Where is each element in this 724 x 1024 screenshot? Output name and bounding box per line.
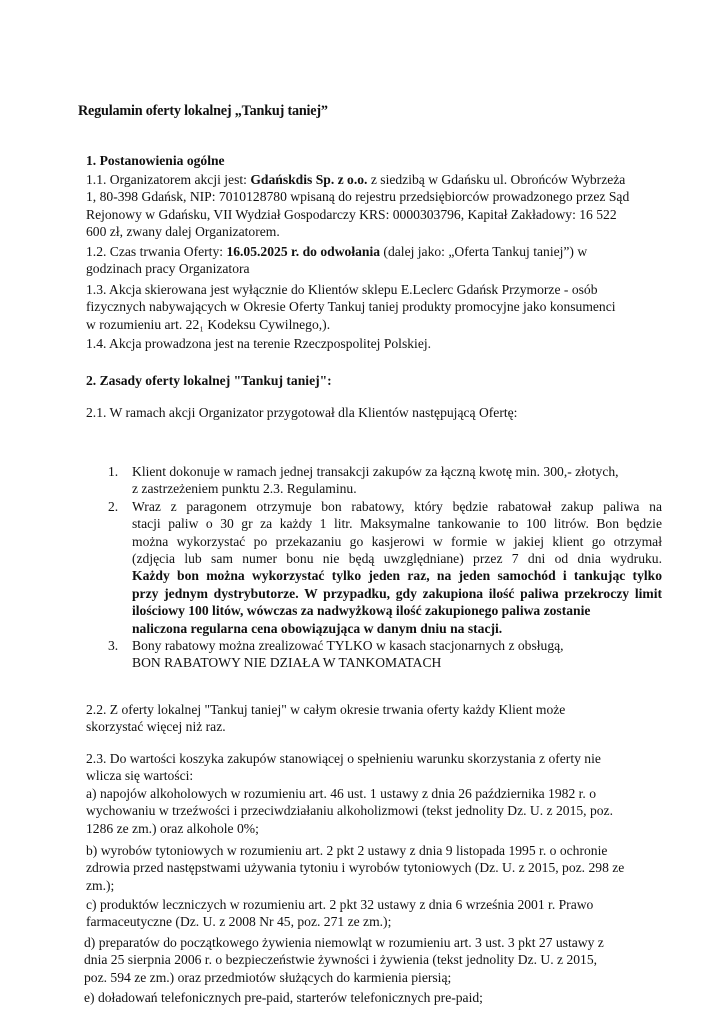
list-item-line: można wykorzystać po przekazaniu go kasjerowi w formie w jakiej klient go otrzymał [132, 533, 662, 549]
paragraph-1-4 [86, 335, 646, 352]
list-item-bold-line: przy jednym dystrybutorze. W przypadku, gdy zakupiona ilość paliwa przekroczy limit [132, 585, 662, 601]
paragraph-2-1 [86, 404, 646, 421]
exclusion-a-line-2: wychowaniu w trzeźwości i przeciwdziałaniu alkoholizmowi (tekst jednolity Dz. U. z 2015, poz. [86, 803, 613, 819]
exclusion-e [84, 989, 644, 1006]
exclusion-a-line-1: a) napojów alkoholowych w rozumieniu art. 46 ust. 1 ustawy z dnia 26 października 1982 r. o [86, 785, 597, 801]
list-item-line: stacji paliw o 30 gr za każdy 1 litr. Maksymalne tankowanie to 100 litrów. Bon będzie [132, 516, 662, 532]
paragraph-1-2-line-2: godzinach pracy Organizatora [86, 261, 250, 277]
offer-list-item-2 [108, 498, 668, 637]
paragraph-2-2 [86, 701, 646, 736]
list-item-bold-line: Każdy bon można wykorzystać tylko jeden raz, na jeden samochód i tankując tylko [132, 568, 662, 584]
paragraph-1-1-line-3: Rejonowy w Gdańsku, VII Wydział Gospodarczy KRS: 0000303796, Kapitał Zakładowy: 16 522 [86, 206, 617, 222]
paragraph-1-3-line-1: 1.3. Akcja skierowana jest wyłącznie do Klientów sklepu E.Leclerc Gdańsk Przymorze - osób [86, 282, 598, 297]
document-title: Regulamin oferty lokalnej „Tankuj taniej” [78, 103, 328, 119]
exclusion-d-line-2: dnia 25 sierpnia 2006 r. o bezpieczeństwie żywności i żywienia (tekst jednolity Dz. U. z 2015, [84, 952, 598, 968]
paragraph-1-4-line-1: 1.4. Akcja prowadzona jest na terenie Rzeczpospolitej Polskiej. [86, 336, 432, 351]
paragraph-1-3-line-2: fizycznych nabywających w Okresie Oferty Tankuj taniej produkty promocyjne jako konsumenci [86, 299, 616, 315]
section-2-heading: 2. Zasady oferty lokalnej "Tankuj taniej": [86, 373, 332, 388]
list-item-bold-line: ilościowy 100 litów, wówczas za nadwyżkową ilość zakupionego paliwa zostanie [132, 603, 591, 619]
paragraph-2-3-line-2: wlicza się wartości: [86, 768, 194, 784]
exclusion-e-line-1: e) doładowań telefonicznych pre-paid, starterów telefonicznych pre-paid; [84, 990, 483, 1005]
exclusion-b-line-1: b) wyrobów tytoniowych w rozumieniu art. 2 pkt 2 ustawy z dnia 9 listopada 1995 r. o ochronie [86, 843, 608, 858]
list-item-line: BON RABATOWY NIE DZIAŁA W TANKOMATACH [132, 655, 442, 671]
paragraph-1-3-line-3: w rozumieniu art. 22₁ Kodeksu Cywilnego,). [86, 316, 331, 332]
exclusion-d-line-1: d) preparatów do początkowego żywienia niemowląt w rozumieniu art. 3 ust. 3 pkt 27 ustawy z [84, 935, 604, 950]
text-run: (dalej jako: „Oferta Tankuj taniej”) w [380, 244, 588, 259]
paragraph-1-1-line-2: 1, 80-398 Gdańsk, NIP: 7010128780 wpisaną do rejestru przedsiębiorców prowadzonego przez Sąd [86, 189, 630, 205]
exclusion-d [84, 934, 644, 986]
list-number: 3. [108, 638, 119, 654]
section-1-heading: 1. Postanowienia ogólne [86, 153, 225, 168]
paragraph-2-3-line-1: 2.3. Do wartości koszyka zakupów stanowiącej o spełnieniu warunku skorzystania z oferty nie [86, 751, 601, 766]
paragraph-2-1-line-1: 2.1. W ramach akcji Organizator przygotował dla Klientów następującą Ofertę: [86, 405, 518, 420]
exclusion-b [86, 842, 646, 894]
exclusion-a-line-3: 1286 ze zm.) oraz alkohole 0%; [86, 820, 259, 836]
paragraph-1-2-line-1 [86, 243, 646, 260]
paragraph-1-1-line-1 [86, 171, 646, 188]
list-number: 2. [108, 498, 119, 514]
paragraph-2-2-line-1: 2.2. Z oferty lokalnej "Tankuj taniej" w całym okresie trwania oferty każdy Klient może [86, 702, 566, 717]
paragraph-2-2-line-2: skorzystać więcej niż raz. [86, 719, 226, 735]
list-item-line: z zastrzeżeniem punktu 2.3. Regulaminu. [132, 481, 357, 497]
exclusion-b-line-3: zm.); [86, 877, 115, 893]
exclusion-b-line-2: zdrowia przed następstwami używania tytoniu i wyrobów tytoniowych (Dz. U. z 2015, poz. 298 ze [86, 860, 625, 876]
text-run: 1.1. Organizatorem akcji jest: [86, 172, 251, 187]
list-item-line: Wraz z paragonem otrzymuje bon rabatowy, który będzie rabatował zakup paliwa na [132, 498, 662, 514]
list-item-line: (zdjęcia lub sam numer bonu nie będą uwzględniane) przez 7 dni od dnia wydruku. [132, 551, 662, 567]
offer-list [108, 463, 668, 672]
paragraph-2-3 [86, 750, 646, 837]
offer-list-item-1 [108, 463, 668, 498]
exclusion-d-line-3: poz. 594 ze zm.) oraz przedmiotów służących do karmienia piersią; [84, 969, 452, 985]
paragraph-1-3 [86, 281, 646, 333]
text-run: 1.2. Czas trwania Oferty: [86, 244, 227, 259]
exclusion-c-line-1: c) produktów leczniczych w rozumieniu art. 2 pkt 32 ustawy z dnia 6 września 2001 r. Prawo [86, 897, 594, 912]
exclusion-c [86, 896, 646, 931]
list-number: 1. [108, 464, 119, 479]
text-run: z siedzibą w Gdańsku ul. Obrońców Wybrzeża [367, 172, 626, 187]
paragraph-1-2 [86, 243, 646, 278]
list-item-bold-line: naliczona regularna cena obowiązująca w danym dniu na stacji. [132, 620, 503, 636]
offer-duration: 16.05.2025 r. do odwołania [226, 244, 381, 259]
list-item-line: Bony rabatowy można zrealizować TYLKO w kasach stacjonarnych z obsługą, [132, 638, 564, 654]
organizer-name: Gdańskdis Sp. z o.o. [250, 172, 368, 187]
exclusion-c-line-2: farmaceutyczne (Dz. U. z 2008 Nr 45, poz. 271 ze zm.); [86, 914, 392, 930]
paragraph-1-1-line-4: 600 zł, zwany dalej Organizatorem. [86, 224, 280, 240]
list-item-line: Klient dokonuje w ramach jednej transakcji zakupów za łączną kwotę min. 300,- złotych, [132, 464, 619, 479]
offer-list-item-3 [108, 637, 668, 672]
paragraph-1-1 [86, 171, 646, 241]
